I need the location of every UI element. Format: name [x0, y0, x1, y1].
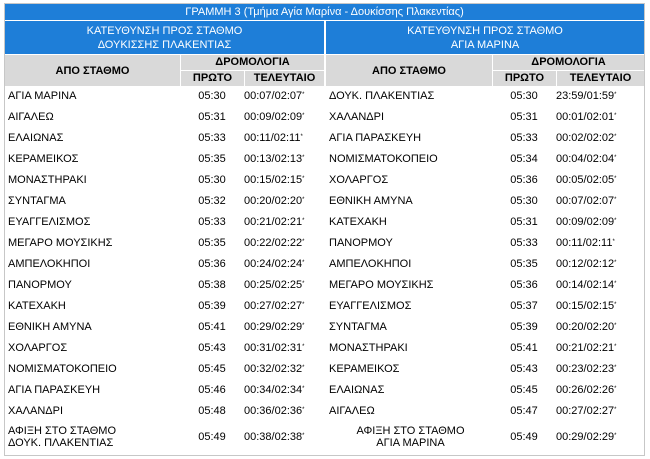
left-first-time-text: 05:35 [198, 153, 226, 165]
table-row [5, 275, 644, 296]
footnote-marker: * [302, 218, 305, 224]
right-station-text: ΕΘΝΙΚΗ ΑΜΥΝΑ [329, 195, 413, 207]
left-first-time [180, 338, 244, 359]
right-last-time [556, 170, 644, 191]
right-last-time [556, 401, 644, 422]
left-first-time [180, 275, 244, 296]
footnote-marker: * [614, 365, 617, 371]
right-first-time [492, 317, 556, 338]
table-row [5, 212, 644, 233]
left-last-time-text: 00:15/02:15 [244, 174, 303, 186]
footnote-marker: * [614, 176, 617, 182]
right-station-text: ΕΥΑΓΓΕΛΙΣΜΟΣ [329, 300, 412, 312]
right-station-text: ΣΥΝΤΑΓΜΑ [329, 321, 387, 333]
left-first-time-text: 05:35 [198, 237, 226, 249]
timetable-body [5, 86, 644, 452]
left-last-header: ΤΕΛΕΥΤΑΙΟ [244, 70, 326, 86]
right-station [326, 359, 492, 380]
direction-left-line2: ΔΟΥΚΙΣΣΗΣ ΠΛΑΚΕΝΤΙΑΣ [97, 38, 232, 51]
direction-right-line2: ΑΓΙΑ ΜΑΡΙΝΑ [450, 38, 520, 51]
right-first-time-text: 05:31 [510, 216, 538, 228]
left-last-time [244, 233, 326, 254]
right-first-time-text: 05:36 [510, 174, 538, 186]
right-last-time [556, 254, 644, 275]
left-last-time [244, 191, 326, 212]
right-station-text: ΧΑΛΑΝΔΡΙ [329, 111, 385, 123]
table-row [5, 170, 644, 191]
right-station [326, 233, 492, 254]
left-station [5, 296, 180, 317]
left-last-time-text: 00:09/02:09 [244, 111, 303, 123]
left-first-time [180, 170, 244, 191]
right-last-time-text: 00:26/02:26 [556, 384, 615, 396]
left-first-time-text: 05:41 [198, 321, 226, 333]
right-station-text: ΔΟΥΚ. ΠΛΑΚΕΝΤΙΑΣ [329, 90, 435, 102]
left-last-time-text: 00:34/02:34 [244, 384, 303, 396]
table-row [5, 254, 644, 275]
footnote-marker: * [614, 218, 617, 224]
right-station-text: ΑΜΠΕΛΟΚΗΠΟΙ [329, 258, 412, 270]
table-row [5, 380, 644, 401]
right-first-time-text: 05:37 [510, 300, 538, 312]
left-station-text: ΕΘΝΙΚΗ ΑΜΥΝΑ [8, 321, 92, 333]
right-station [326, 149, 492, 170]
right-last-time [556, 359, 644, 380]
table-row [5, 296, 644, 317]
left-first-time-text: 05:33 [198, 132, 226, 144]
right-station [326, 401, 492, 422]
right-last-time-text: 23:59/01:59 [556, 90, 615, 102]
direction-left-line1: ΚΑΤΕΥΘΥΝΣΗ ΠΡΟΣ ΣΤΑΘΜΟ [86, 24, 243, 37]
right-last-time-text: 00:05/02:05 [556, 174, 615, 186]
footnote-marker: * [302, 92, 305, 98]
left-first-time-text: 05:36 [198, 258, 226, 270]
right-last-time-text: 00:21/02:21 [556, 342, 615, 354]
footnote-marker: * [614, 302, 617, 308]
right-first-time-text: 05:31 [510, 111, 538, 123]
right-first-time-text: 05:43 [510, 363, 538, 375]
left-last-time-text: 00:27/02:27 [244, 300, 303, 312]
left-last-time-text: 00:29/02:29 [244, 321, 303, 333]
left-first-time [180, 86, 244, 107]
right-first-time [492, 254, 556, 275]
footnote-marker: * [300, 134, 303, 140]
direction-right-line1: ΚΑΤΕΥΘΥΝΣΗ ΠΡΟΣ ΣΤΑΘΜΟ [407, 24, 563, 37]
right-first-time [492, 359, 556, 380]
left-last-time-text: 00:36/02:36 [244, 405, 303, 417]
footnote-marker: * [614, 281, 617, 287]
footnote-marker: * [302, 432, 305, 439]
left-station-text: ΜΕΓΑΡΟ ΜΟΥΣΙΚΗΣ [8, 237, 113, 249]
right-first-time [492, 275, 556, 296]
footnote-marker: * [302, 260, 305, 266]
right-first-time [492, 128, 556, 149]
footnote-marker: * [302, 344, 305, 350]
left-first-time-text: 05:32 [198, 195, 226, 207]
left-arrival-station [5, 422, 180, 452]
footnote-marker: * [612, 239, 615, 245]
right-last-time-text: 00:23/02:23 [556, 363, 615, 375]
left-station [5, 170, 180, 191]
footnote-marker: * [302, 239, 305, 245]
direction-right [326, 20, 644, 54]
left-station-text: ΕΛΑΙΩΝΑΣ [8, 132, 64, 144]
table-row [5, 317, 644, 338]
right-last-time-text: 00:01/02:01 [556, 111, 615, 123]
right-last-time-text: 00:14/02:14 [556, 279, 615, 291]
right-station-text: ΚΑΤΕΧΑΚΗ [329, 216, 387, 228]
right-first-time [492, 233, 556, 254]
right-first-time [492, 212, 556, 233]
right-last-time [556, 128, 644, 149]
left-last-time-text: 00:07/02:07 [244, 90, 303, 102]
right-first-time-text: 05:34 [510, 153, 538, 165]
left-arrival-first-time-text: 05:49 [198, 430, 226, 443]
right-station-text: ΚΕΡΑΜΕΙΚΟΣ [329, 363, 400, 375]
right-first-time [492, 191, 556, 212]
right-station-text: ΕΛΑΙΩΝΑΣ [329, 384, 385, 396]
footnote-marker: * [302, 323, 305, 329]
right-arrival-line1: ΑΦΙΞΗ ΣΤΟ ΣΤΑΘΜΟ [356, 425, 465, 437]
footnote-marker: * [302, 197, 305, 203]
right-station-text: ΠΑΝΟΡΜΟΥ [329, 237, 393, 249]
right-last-time [556, 338, 644, 359]
right-last-time [556, 233, 644, 254]
footnote-marker: * [614, 113, 617, 119]
right-last-header: ΤΕΛΕΥΤΑΙΟ [556, 70, 644, 86]
footnote-marker: * [614, 407, 617, 413]
left-last-time [244, 170, 326, 191]
left-station [5, 191, 180, 212]
left-station-text: ΝΟΜΙΣΜΑΤΟΚΟΠΕΙΟ [8, 363, 117, 375]
right-station [326, 212, 492, 233]
left-station-text: ΠΑΝΟΡΜΟΥ [8, 279, 72, 291]
right-first-time-text: 05:35 [510, 258, 538, 270]
left-last-time-text: 00:31/02:31 [244, 342, 303, 354]
right-station [326, 107, 492, 128]
left-first-time [180, 380, 244, 401]
footnote-marker: * [302, 113, 305, 119]
left-first-time-text: 05:31 [198, 111, 226, 123]
left-last-time-text: 00:21/02:21 [244, 216, 303, 228]
left-last-time [244, 149, 326, 170]
table-row [5, 233, 644, 254]
footnote-marker: * [614, 92, 617, 98]
left-first-time-text: 05:43 [198, 342, 226, 354]
right-station [326, 86, 492, 107]
left-station-text: ΚΑΤΕΧΑΚΗ [8, 300, 66, 312]
left-last-time [244, 107, 326, 128]
table-row [5, 338, 644, 359]
right-first-time-text: 05:33 [510, 237, 538, 249]
left-last-time-text: 00:24/02:24 [244, 258, 303, 270]
right-first-time-text: 05:45 [510, 384, 538, 396]
right-first-time-text: 05:30 [510, 90, 538, 102]
right-station [326, 254, 492, 275]
left-station-text: ΣΥΝΤΑΓΜΑ [8, 195, 66, 207]
left-first-time-text: 05:45 [198, 363, 226, 375]
left-arrival-last-time [244, 422, 326, 452]
left-station [5, 212, 180, 233]
left-first-time [180, 233, 244, 254]
table-row [5, 128, 644, 149]
right-first-time-text: 05:47 [510, 405, 538, 417]
footnote-marker: * [302, 176, 305, 182]
right-first-time [492, 296, 556, 317]
right-first-time [492, 86, 556, 107]
left-station [5, 359, 180, 380]
right-station-text: ΜΟΝΑΣΤΗΡΑΚΙ [329, 342, 408, 354]
right-last-time-text: 00:11/02:11 [556, 237, 613, 249]
right-first-time [492, 107, 556, 128]
left-last-time-text: 00:25/02:25 [244, 279, 303, 291]
right-last-time [556, 212, 644, 233]
right-first-header: ΠΡΩΤΟ [492, 70, 556, 86]
footnote-marker: * [614, 260, 617, 266]
table-row [5, 401, 644, 422]
left-station-text: ΚΕΡΑΜΕΙΚΟΣ [8, 153, 79, 165]
right-station [326, 296, 492, 317]
right-station [326, 170, 492, 191]
right-first-time-text: 05:39 [510, 321, 538, 333]
left-first-time [180, 149, 244, 170]
right-last-time [556, 86, 644, 107]
left-first-time-text: 05:48 [198, 405, 226, 417]
right-last-time-text: 00:09/02:09 [556, 216, 615, 228]
left-last-time [244, 359, 326, 380]
left-station [5, 401, 180, 422]
footnote-marker: * [302, 386, 305, 392]
right-station-text: ΝΟΜΙΣΜΑΤΟΚΟΠΕΙΟ [329, 153, 438, 165]
right-last-time [556, 275, 644, 296]
left-last-time-text: 00:22/02:22 [244, 237, 303, 249]
right-first-time [492, 401, 556, 422]
right-last-time-text: 00:27/02:27 [556, 405, 615, 417]
left-station [5, 338, 180, 359]
right-station [326, 317, 492, 338]
left-station-text: ΜΟΝΑΣΤΗΡΑΚΙ [8, 174, 87, 186]
left-last-time [244, 254, 326, 275]
left-arrival-line1: ΑΦΙΞΗ ΣΤΟ ΣΤΑΘΜΟ [8, 425, 117, 437]
timetable-frame [4, 3, 645, 456]
right-station-text: ΧΟΛΑΡΓΟΣ [329, 174, 389, 186]
left-last-time [244, 380, 326, 401]
left-first-time [180, 128, 244, 149]
right-arrival-first-time-text: 05:49 [510, 430, 538, 443]
left-last-time [244, 275, 326, 296]
table-row [5, 149, 644, 170]
right-station [326, 128, 492, 149]
footnote-marker: * [614, 432, 617, 439]
left-station [5, 86, 180, 107]
right-arrival-first-time [492, 422, 556, 452]
left-first-time [180, 191, 244, 212]
timetable [5, 4, 644, 452]
left-last-time-text: 00:13/02:13 [244, 153, 303, 165]
right-first-time [492, 170, 556, 191]
left-arrival-first-time [180, 422, 244, 452]
table-row [5, 107, 644, 128]
right-first-time-text: 05:36 [510, 279, 538, 291]
right-station [326, 338, 492, 359]
right-station-text: ΑΙΓΑΛΕΩ [329, 405, 375, 417]
right-station [326, 191, 492, 212]
right-last-time-text: 00:02/02:02 [556, 132, 615, 144]
left-last-time [244, 296, 326, 317]
left-first-time-text: 05:30 [198, 174, 226, 186]
footnote-marker: * [614, 155, 617, 161]
left-first-time [180, 401, 244, 422]
left-station-text: ΑΙΓΑΛΕΩ [8, 111, 54, 123]
left-last-time [244, 401, 326, 422]
right-last-time-text: 00:12/02:12 [556, 258, 615, 270]
footnote-marker: * [614, 344, 617, 350]
right-station-text: ΑΓΙΑ ΠΑΡΑΣΚΕΥΗ [329, 132, 422, 144]
right-first-time-text: 05:41 [510, 342, 538, 354]
footnote-marker: * [614, 197, 617, 203]
footnote-marker: * [302, 407, 305, 413]
left-station [5, 149, 180, 170]
left-station-text: ΑΜΠΕΛΟΚΗΠΟΙ [8, 258, 91, 270]
right-first-time [492, 149, 556, 170]
left-station [5, 380, 180, 401]
left-last-time-text: 00:20/02:20 [244, 195, 303, 207]
right-from-station-header: ΑΠΟ ΣΤΑΘΜΟ [326, 54, 492, 86]
right-last-time [556, 380, 644, 401]
table-row [5, 191, 644, 212]
right-station-text: ΜΕΓΑΡΟ ΜΟΥΣΙΚΗΣ [329, 279, 434, 291]
left-station [5, 107, 180, 128]
right-arrival-station [326, 422, 492, 452]
left-station [5, 128, 180, 149]
left-schedule-header: ΔΡΟΜΟΛΟΓΙΑ [180, 54, 326, 70]
right-last-time [556, 296, 644, 317]
right-last-time [556, 191, 644, 212]
footnote-marker: * [302, 302, 305, 308]
right-station [326, 275, 492, 296]
right-last-time-text: 00:15/02:15 [556, 300, 615, 312]
left-station-text: ΧΟΛΑΡΓΟΣ [8, 342, 68, 354]
left-last-time [244, 128, 326, 149]
left-station-text: ΧΑΛΑΝΔΡΙ [8, 405, 64, 417]
left-first-time [180, 359, 244, 380]
right-first-time-text: 05:33 [510, 132, 538, 144]
left-last-time [244, 212, 326, 233]
left-last-time [244, 317, 326, 338]
right-arrival-last-time-text: 00:29/02:29 [556, 430, 615, 443]
left-station-text: ΑΓΙΑ ΜΑΡΙΝΑ [8, 90, 77, 102]
left-station [5, 317, 180, 338]
right-schedule-header: ΔΡΟΜΟΛΟΓΙΑ [492, 54, 644, 70]
left-first-header: ΠΡΩΤΟ [180, 70, 244, 86]
right-last-time [556, 149, 644, 170]
footnote-marker: * [614, 323, 617, 329]
left-last-time-text: 00:11/02:11 [244, 132, 301, 144]
left-first-time-text: 05:38 [198, 279, 226, 291]
left-arrival-last-time-text: 00:38/02:38 [244, 430, 303, 443]
right-first-time-text: 05:30 [510, 195, 538, 207]
right-first-time [492, 380, 556, 401]
right-arrival-line2: ΑΓΙΑ ΜΑΡΙΝΑ [376, 437, 445, 449]
footnote-marker: * [614, 134, 617, 140]
right-last-time-text: 00:20/02:20 [556, 321, 615, 333]
footnote-marker: * [302, 155, 305, 161]
right-first-time [492, 338, 556, 359]
left-station-text: ΑΓΙΑ ΠΑΡΑΣΚΕΥΗ [8, 384, 101, 396]
right-arrival-last-time [556, 422, 644, 452]
left-first-time [180, 254, 244, 275]
left-first-time [180, 296, 244, 317]
left-first-time [180, 212, 244, 233]
footnote-marker: * [302, 281, 305, 287]
right-station [326, 380, 492, 401]
right-last-time-text: 00:07/02:07 [556, 195, 615, 207]
left-station-text: ΕΥΑΓΓΕΛΙΣΜΟΣ [8, 216, 91, 228]
footnote-marker: * [614, 386, 617, 392]
left-station [5, 275, 180, 296]
left-first-time [180, 317, 244, 338]
table-row [5, 86, 644, 107]
left-arrival-line2: ΔΟΥΚ. ΠΛΑΚΕΝΤΙΑΣ [8, 437, 114, 449]
left-station [5, 233, 180, 254]
footnote-marker: * [302, 365, 305, 371]
left-first-time-text: 05:39 [198, 300, 226, 312]
right-last-time [556, 317, 644, 338]
arrival-row [5, 422, 644, 452]
left-first-time-text: 05:46 [198, 384, 226, 396]
direction-left [5, 20, 326, 54]
left-last-time-text: 00:32/02:32 [244, 363, 303, 375]
left-from-station-header: ΑΠΟ ΣΤΑΘΜΟ [5, 54, 180, 86]
left-last-time [244, 86, 326, 107]
table-title: ΓΡΑΜΜΗ 3 (Τμήμα Αγία Μαρίνα - Δουκίσσης Πλακεντίας) [5, 4, 644, 20]
left-first-time-text: 05:33 [198, 216, 226, 228]
left-first-time [180, 107, 244, 128]
left-last-time [244, 338, 326, 359]
right-last-time-text: 00:04/02:04 [556, 153, 615, 165]
left-first-time-text: 05:30 [198, 90, 226, 102]
table-row [5, 359, 644, 380]
left-station [5, 254, 180, 275]
right-last-time [556, 107, 644, 128]
